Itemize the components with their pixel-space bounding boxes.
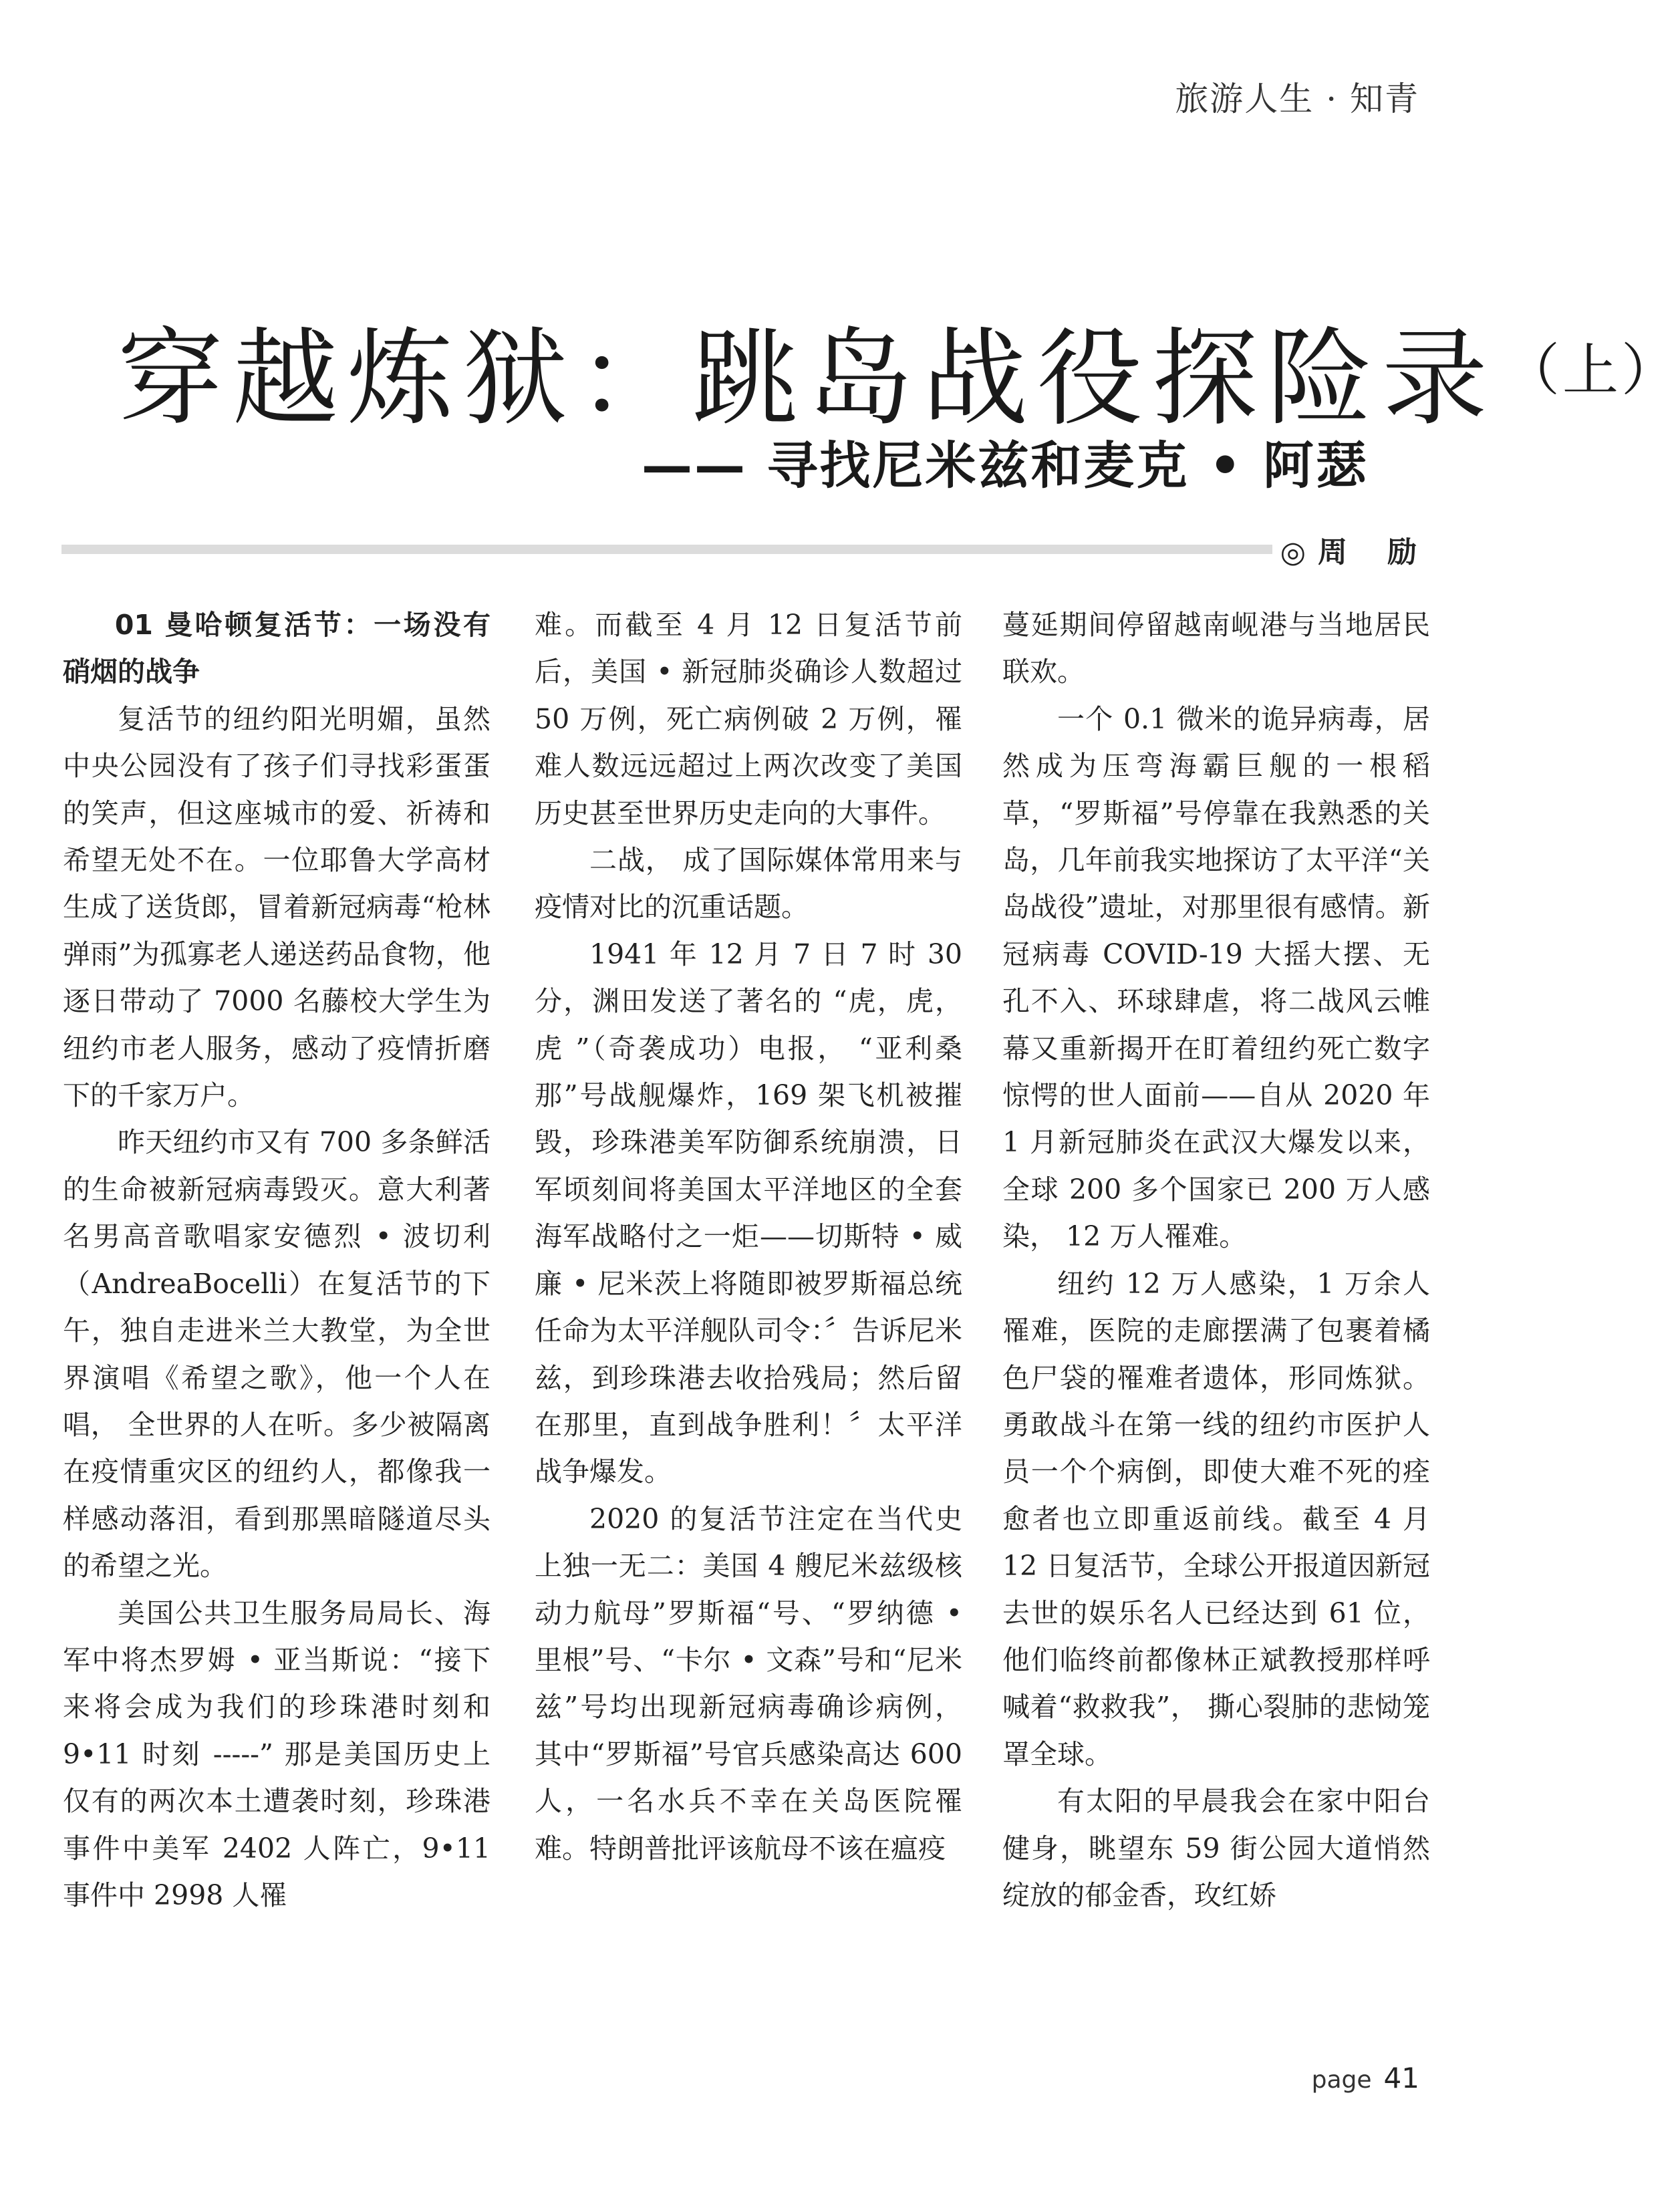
title-part: （上） <box>1504 337 1680 403</box>
paragraph: 1941 年 12 月 7 日 7 时 30 分，渊田发送了著名的 “虎，虎，虎 ”（奇袭成功）电报， “亚利桑那”号战舰爆炸，169 架飞机被摧毁，珍珠港美军防御系统崩溃，日军顷刻间将美国太平洋地区的全套海军战略付之一炬——切斯特 • 威廉 • 尼米茨上将随即被罗斯福总统任命为太平洋舰队司令：〞告诉尼米兹，到珍珠港去收拾残局；然后留在那里，直到战争胜利！〞太平洋战争爆发。 <box>535 938 962 1488</box>
paragraph: 一个 0.1 微米的诡异病毒，居然成为压弯海霸巨舰的一根稻草，“罗斯福”号停靠在我熟悉的关岛，几年前我实地探访了太平洋“关岛战役”遗址，对那里很有感情。新冠病毒 COVID-19 大摇大摆、无孔不入、环球肆虐，将二战风云帷幕又重新揭开在盯着纽约死亡数字惊愕的世人面前——自从 2020 年 1 月新冠肺炎在武汉大爆发以来，全球 200 多个国家已 200 万人感染， 12 万人罹难。 <box>1002 702 1430 1253</box>
paragraph: 有太阳的早晨我会在家中阳台健身，眺望东 59 街公园大道悄然绽放的郁金香，玫红娇 <box>1002 1785 1430 1911</box>
paragraph: 二战， 成了国际媒体常用来与疫情对比的沉重话题。 <box>535 844 962 924</box>
paragraph: 美国公共卫生服务局局长、海军中将杰罗姆 • 亚当斯说：“接下来将会成为我们的珍珠港时刻和 9•11 时刻 -----” 那是美国历史上仅有的两次本土遭袭时刻，珍珠港事件中美军 2402 人阵亡，9•11 事件中 2998 人罹 <box>63 1597 491 1911</box>
author-surname: 周 <box>1318 535 1350 569</box>
paragraph-continued: 蔓延期间停留越南岘港与当地居民联欢。 <box>1002 609 1430 688</box>
text-column-2 <box>535 601 962 2092</box>
header-rule <box>61 545 1272 554</box>
author-given: 励 <box>1387 535 1419 569</box>
section-heading: 01 曼哈顿复活节：一场没有硝烟的战争 <box>63 609 491 688</box>
paragraph: 昨天纽约市又有 700 多条鲜活的生命被新冠病毒毁灭。意大利著名男高音歌唱家安德烈 • 波切利 （AndreaBocelli）在复活节的下午，独自走进米兰大教堂，为全世界演唱《希望之歌》，他一个人在唱， 全世界的人在听。多少被隔离在疫情重灾区的纽约人，都像我一样感动落泪，看到那黑暗隧道尽头的希望之光。 <box>63 1126 491 1582</box>
text-column-1 <box>63 601 491 2092</box>
author-byline <box>1280 528 1419 571</box>
section-label: 旅游人生 · 知青 <box>1175 80 1419 118</box>
page-footer <box>1312 2062 1419 2094</box>
paragraph: 2020 的复活节注定在当代史上独一无二：美国 4 艘尼米兹级核动力航母”罗斯福“号、“罗纳德 • 里根”号、“卡尔 • 文森”号和“尼米兹”号均出现新冠病毒确诊病例， 其中“罗斯福”号官兵感染高达 600 人，一名水兵不幸在关岛医院罹难。特朗普批评该航母不该在瘟疫 <box>535 1502 962 1865</box>
article-title <box>118 294 1680 446</box>
paragraph: 复活节的纽约阳光明媚，虽然中央公园没有了孩子们寻找彩蛋蛋的笑声，但这座城市的爱、祈祷和希望无处不在。一位耶鲁大学高材生成了送货郎，冒着新冠病毒“枪林弹雨”为孤寡老人递送药品食物，他逐日带动了 7000 名藤校大学生为纽约市老人服务，感动了疫情折磨下的千家万户。 <box>63 702 491 1112</box>
article-subtitle: —— 寻找尼米兹和麦克 • 阿瑟 <box>642 436 1369 495</box>
page-number: 41 <box>1383 2062 1419 2094</box>
title-main: 穿越炼狱：跳岛战役探险录 <box>118 317 1497 440</box>
text-column-3 <box>1002 601 1430 2092</box>
author-mark: ◎ <box>1280 535 1308 569</box>
page-label: page <box>1311 2066 1372 2094</box>
paragraph: 纽约 12 万人感染，1 万余人罹难，医院的走廊摆满了包裹着橘色尸袋的罹难者遗体，形同炼狱。勇敢战斗在第一线的纽约市医护人员一个个病倒，即使大难不死的痊愈者也立即重返前线。截至 4 月 12 日复活节，全球公开报道因新冠去世的娱乐名人已经达到 61 位，他们临终前都像林正斌教授那样呼喊着“救救我”， 撕心裂肺的悲恸笼罩全球。 <box>1002 1267 1430 1770</box>
paragraph-continued: 难。而截至 4 月 12 日复活节前后，美国 • 新冠肺炎确诊人数超过 50 万例，死亡病例破 2 万例，罹难人数远远超过上两次改变了美国历史甚至世界历史走向的大事件。 <box>535 609 962 829</box>
